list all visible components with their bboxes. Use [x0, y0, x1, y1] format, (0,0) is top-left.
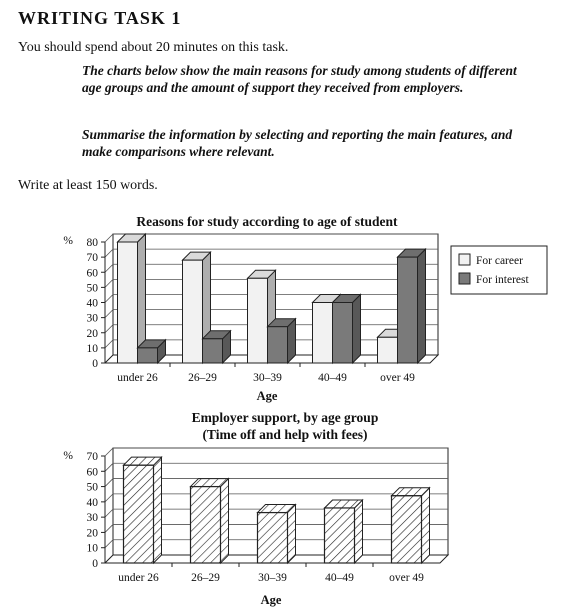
y-tick-label: 20 [86, 327, 98, 340]
x-tick-label: 30–39 [253, 372, 282, 384]
legend-label-interest: For interest [476, 274, 529, 286]
y-tick-label: 70 [86, 451, 98, 463]
y-axis-label: % [63, 235, 73, 247]
y-tick-label: 50 [86, 481, 98, 494]
bar-for-interest-4 [398, 249, 426, 363]
y-tick-label: 10 [86, 342, 98, 355]
chart-title: Employer support, by age group [191, 410, 379, 425]
bar-side [288, 505, 296, 563]
bar-front [313, 303, 333, 364]
bar-front [203, 339, 223, 363]
bar-front [268, 327, 288, 363]
bar-front [248, 278, 268, 363]
bar-for-interest-0 [138, 340, 166, 363]
time-instruction: You should spend about 20 minutes on this task. [18, 40, 289, 55]
task-prompt: The charts below show the main reasons for study among students of different age groups and the amount of support they received from employers. [82, 63, 517, 95]
y-tick-label: 50 [86, 282, 98, 295]
bar-front [124, 465, 154, 563]
bar-front [325, 508, 355, 563]
x-axis-label: Age [256, 389, 278, 403]
legend-box [451, 246, 547, 294]
chart-subtitle: (Time off and help with fees) [202, 427, 368, 442]
bar-support-3 [325, 500, 363, 563]
legend-swatch-interest [459, 273, 470, 284]
bar-side [355, 500, 363, 563]
legend [451, 246, 547, 294]
bar-support-4 [392, 488, 430, 563]
bar-side [353, 295, 361, 364]
bar-front [392, 496, 422, 563]
bar-for-interest-2 [268, 319, 296, 363]
x-tick-label: over 49 [389, 572, 424, 584]
x-tick-label: 30–39 [258, 572, 287, 584]
x-axis-label: Age [260, 593, 282, 607]
y-tick-label: 30 [86, 512, 98, 525]
word-count-instruction: Write at least 150 words. [18, 178, 158, 193]
x-tick-label: under 26 [117, 372, 158, 384]
y-tick-label: 0 [92, 558, 98, 570]
bar-side [154, 457, 162, 563]
y-axis-label: % [63, 450, 73, 462]
bar-front [138, 348, 158, 363]
x-tick-label: 26–29 [188, 372, 217, 384]
bar-support-0 [124, 457, 162, 563]
y-tick-label: 20 [86, 527, 98, 540]
bar-front [183, 260, 203, 363]
y-tick-label: 40 [86, 496, 98, 509]
bar-side [418, 249, 426, 363]
x-tick-label: 40–49 [318, 372, 347, 384]
y-tick-label: 30 [86, 312, 98, 325]
bar-side [422, 488, 430, 563]
bar-for-interest-1 [203, 331, 231, 363]
task-heading: WRITING TASK 1 [18, 8, 182, 28]
bar-support-1 [191, 479, 229, 563]
task-summary-instruction: Summarise the information by selecting and reporting the main features, and make comparisons where relevant. [82, 127, 513, 159]
y-tick-label: 60 [86, 466, 98, 479]
employer-support-bar-chart [0, 408, 571, 612]
chart-title: Reasons for study according to age of student [136, 214, 398, 229]
bar-front [398, 257, 418, 363]
x-tick-label: 26–29 [191, 572, 220, 584]
y-tick-label: 60 [86, 267, 98, 280]
x-tick-label: under 26 [118, 572, 159, 584]
bar-for-interest-3 [333, 295, 361, 364]
bar-front [258, 513, 288, 563]
y-tick-label: 10 [86, 542, 98, 555]
y-tick-label: 80 [86, 237, 98, 249]
y-tick-label: 70 [86, 252, 98, 265]
x-tick-label: 40–49 [325, 572, 354, 584]
bar-side [221, 479, 229, 563]
bar-support-2 [258, 505, 296, 563]
y-tick-label: 40 [86, 297, 98, 310]
bar-front [378, 337, 398, 363]
legend-swatch-career [459, 254, 470, 265]
y-tick-label: 0 [92, 358, 98, 370]
x-tick-label: over 49 [380, 372, 415, 384]
reasons-bar-chart [0, 210, 571, 406]
bar-front [118, 242, 138, 363]
bar-front [333, 303, 353, 364]
bar-front [191, 487, 221, 563]
legend-label-career: For career [476, 255, 523, 267]
